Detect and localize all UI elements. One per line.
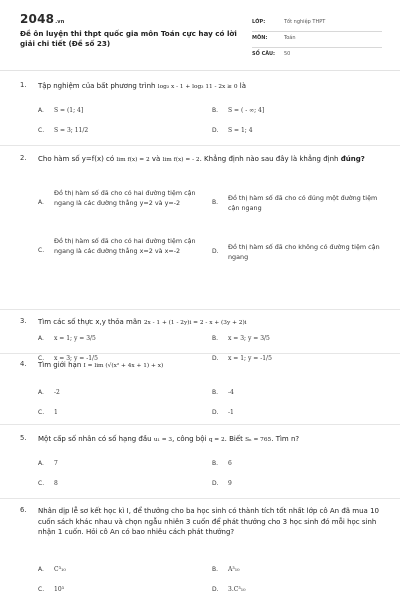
question-2 xyxy=(20,154,390,274)
question-text-end: là xyxy=(237,82,246,90)
option-b[interactable] xyxy=(212,459,372,469)
option-d[interactable] xyxy=(212,585,372,595)
question-text xyxy=(38,154,390,166)
option-text: 9 xyxy=(228,480,232,487)
option-d[interactable] xyxy=(212,126,372,136)
option-d[interactable] xyxy=(212,479,372,489)
option-d[interactable] xyxy=(212,408,372,418)
option-letter: A. xyxy=(38,199,44,206)
question-text-main: Tìm các số thực x,y thỏa mãn xyxy=(38,318,142,326)
question-math-a: u₁ = 3 xyxy=(153,437,173,443)
option-d[interactable] xyxy=(212,242,387,266)
option-text: x = 1; y = -1/5 xyxy=(228,355,272,362)
option-text: -1 xyxy=(228,409,234,416)
question-number: 1. xyxy=(20,81,27,89)
option-text: Đồ thị hàm số đã cho không có đường tiệm cận ngang xyxy=(228,243,380,261)
question-text-c: . Biết xyxy=(224,435,243,443)
option-letter: D. xyxy=(212,480,219,487)
option-text: x = 3; y = -1/5 xyxy=(54,355,98,362)
question-math-c: Sₙ = 765 xyxy=(245,437,272,443)
option-text: S = (1; 4] xyxy=(54,107,84,114)
question-number: 6. xyxy=(20,506,27,514)
question-math: 2x - 1 + (1 - 2y)i = 2 - x + (3y + 2)i xyxy=(143,320,247,326)
question-text-b: , công bội xyxy=(172,435,207,443)
question-1 xyxy=(20,81,390,141)
option-text: -4 xyxy=(228,389,234,396)
meta-row-subject xyxy=(252,32,382,48)
page-header xyxy=(0,0,400,66)
option-letter: B. xyxy=(212,566,219,573)
option-text: 10³ xyxy=(54,586,65,593)
option-text: 7 xyxy=(54,460,58,467)
option-a[interactable] xyxy=(38,334,198,344)
option-letter: B. xyxy=(212,107,219,114)
option-text: 6 xyxy=(228,460,232,467)
option-b[interactable] xyxy=(212,565,372,575)
option-a[interactable] xyxy=(38,106,198,116)
meta-key: MÔN: xyxy=(252,35,268,41)
question-separator xyxy=(0,145,400,146)
option-c[interactable] xyxy=(38,585,198,595)
question-text xyxy=(38,317,390,329)
question-text-b: và xyxy=(151,155,161,163)
option-b[interactable] xyxy=(212,193,387,217)
question-math-b: q = 2 xyxy=(208,437,225,443)
option-text: S = 3; 11/2 xyxy=(54,127,89,134)
meta-value: Tốt nghiệp THPT xyxy=(284,19,326,25)
option-letter: A. xyxy=(38,107,44,114)
question-text-main: Tập nghiệm của bất phương trình xyxy=(38,82,156,90)
meta-row-count xyxy=(252,48,382,64)
question-number: 3. xyxy=(20,317,27,325)
option-letter: D. xyxy=(212,586,219,593)
option-text: -2 xyxy=(54,389,60,396)
question-text-a: Một cấp số nhân có số hạng đầu xyxy=(38,435,152,443)
question-6 xyxy=(20,506,390,598)
exam-meta xyxy=(252,16,382,64)
option-letter: A. xyxy=(38,335,44,342)
question-text-c: . Khẳng định nào sau đây là khẳng định xyxy=(199,155,339,163)
option-a[interactable] xyxy=(38,459,198,469)
question-5 xyxy=(20,434,390,494)
question-text: Nhân dịp lễ sơ kết học kì I, để thưởng cho ba học sinh có thành tích tốt nhất lớp cô An đã mua 10 cuốn sách khác nhau và chọn ngẫu nhiên 3 cuốn để phát thưởng cho 3 học sinh đó mỗi học sinh nhận 1 cuốn. Hỏi cô An có bao nhiêu cách phát thưởng? xyxy=(38,507,379,536)
question-number: 4. xyxy=(20,360,27,368)
question-math: I = lim (√(x² + 4x + 1) + x) xyxy=(83,363,164,369)
logo-main: 2048 xyxy=(20,12,55,26)
question-text-a: Cho hàm số y=f(x) có xyxy=(38,155,115,163)
question-math-b: lim f(x) = - 2 xyxy=(162,157,200,163)
question-number: 2. xyxy=(20,154,27,162)
question-text xyxy=(38,434,390,446)
option-letter: C. xyxy=(38,586,45,593)
option-letter: A. xyxy=(38,389,44,396)
header-divider xyxy=(0,70,400,71)
option-b[interactable] xyxy=(212,106,372,116)
option-letter: C. xyxy=(38,409,45,416)
option-c[interactable] xyxy=(38,408,198,418)
option-a[interactable] xyxy=(38,188,208,222)
option-text: 8 xyxy=(54,480,58,487)
question-text xyxy=(38,360,390,372)
question-text-bold: đúng? xyxy=(340,155,365,163)
option-letter: C. xyxy=(38,480,45,487)
option-letter: C. xyxy=(38,247,45,254)
option-letter: D. xyxy=(212,355,219,362)
option-b[interactable] xyxy=(212,388,372,398)
meta-key: LỚP: xyxy=(252,19,266,25)
site-logo[interactable] xyxy=(20,12,65,26)
option-letter: D. xyxy=(212,409,219,416)
option-text: Đồ thị hàm số đã cho có đúng một đường tiệm cận ngang xyxy=(228,194,378,212)
option-letter: B. xyxy=(212,335,219,342)
logo-suffix: .vn xyxy=(55,19,65,25)
question-4 xyxy=(20,360,390,420)
question-separator xyxy=(0,498,400,499)
option-text: 1 xyxy=(54,409,58,416)
document-title: Đề ôn luyện thi thpt quốc gia môn Toán cực hay có lời giải chi tiết (Đề số 23) xyxy=(20,29,237,48)
question-text-d: . Tìm n? xyxy=(271,435,300,443)
option-text: A³₁₀ xyxy=(228,566,240,573)
option-letter: A. xyxy=(38,566,44,573)
meta-row-class xyxy=(252,16,382,32)
question-math: log₃ x - 1 + log₃ 11 - 2x ≥ 0 xyxy=(157,84,238,90)
question-number: 5. xyxy=(20,434,27,442)
option-letter: B. xyxy=(212,199,219,206)
option-a[interactable] xyxy=(38,388,198,398)
meta-value: 50 xyxy=(284,51,291,57)
option-text: S = 1; 4 xyxy=(228,127,253,134)
option-text: 3.C³₁₀ xyxy=(228,586,246,593)
option-letter: A. xyxy=(38,460,44,467)
option-text: C³₁₀ xyxy=(54,566,66,573)
option-text: x = 1; y = 3/5 xyxy=(54,335,96,342)
option-letter: C. xyxy=(38,355,45,362)
option-a[interactable] xyxy=(38,565,198,575)
option-letter: B. xyxy=(212,460,219,467)
question-text-main: Tìm giới hạn xyxy=(38,361,82,369)
question-math-a: lim f(x) = 2 xyxy=(116,157,150,163)
meta-key: SỐ CÂU: xyxy=(252,51,276,57)
option-b[interactable] xyxy=(212,334,372,344)
option-text: x = 3; y = 3/5 xyxy=(228,335,270,342)
question-text xyxy=(38,81,390,93)
option-text: Đồ thị hàm số đã cho có hai đường tiệm cận ngang là các đường thẳng x=2 và x=-2 xyxy=(54,237,196,255)
option-letter: D. xyxy=(212,127,219,134)
option-letter: C. xyxy=(38,127,45,134)
option-c[interactable] xyxy=(38,479,198,489)
question-separator xyxy=(0,309,400,310)
meta-value: Toán xyxy=(284,35,296,41)
option-letter: D. xyxy=(212,248,219,255)
option-text: S = ( - ∞; 4] xyxy=(228,107,265,114)
option-text: Đồ thị hàm số đã cho có hai đường tiệm cận ngang là các đường thẳng y=2 và y=-2 xyxy=(54,189,196,207)
option-c[interactable] xyxy=(38,126,198,136)
option-letter: B. xyxy=(212,389,219,396)
question-separator xyxy=(0,424,400,425)
question-separator xyxy=(0,353,400,354)
option-c[interactable] xyxy=(38,236,208,270)
